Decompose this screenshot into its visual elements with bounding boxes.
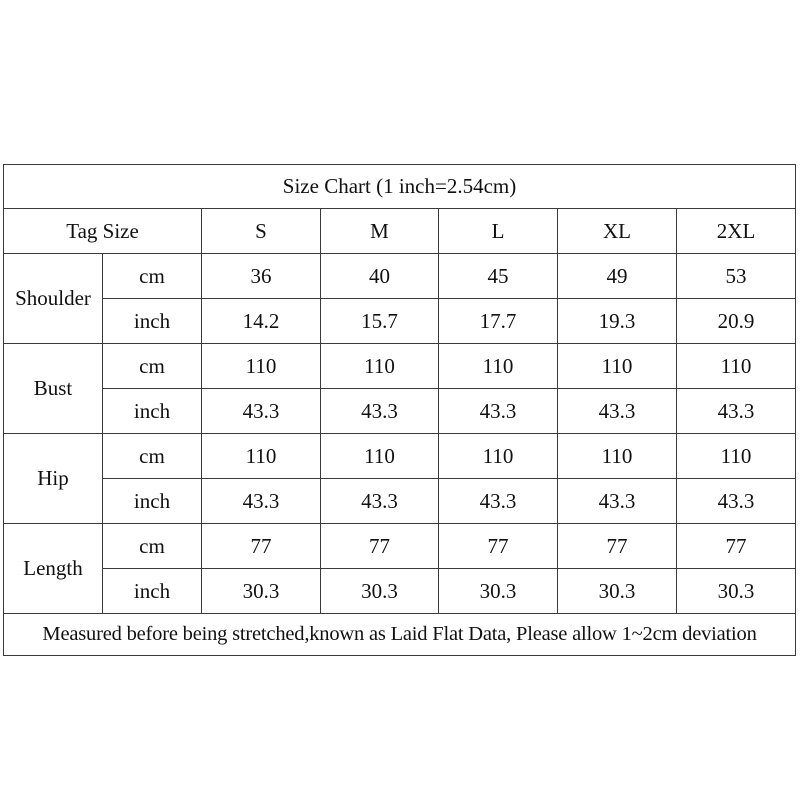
measurement-value: 110 (202, 434, 321, 479)
measurement-name: Length (4, 524, 103, 614)
unit-label-inch: inch (103, 389, 202, 434)
size-chart-table (3, 164, 796, 656)
measurement-value: 110 (439, 344, 558, 389)
measurement-value: 110 (677, 344, 796, 389)
measurement-value: 43.3 (558, 479, 677, 524)
measurement-value: 110 (677, 434, 796, 479)
measurement-value: 77 (439, 524, 558, 569)
unit-label-cm: cm (103, 524, 202, 569)
measurement-value: 20.9 (677, 299, 796, 344)
measurement-row (4, 344, 796, 389)
measurement-value: 43.3 (321, 389, 439, 434)
unit-label-inch: inch (103, 569, 202, 614)
title-row (4, 165, 796, 209)
measurement-row (4, 434, 796, 479)
measurement-row (4, 254, 796, 299)
size-chart-title: Size Chart (1 inch=2.54cm) (4, 165, 796, 209)
measurement-value: 36 (202, 254, 321, 299)
size-header-xl: XL (558, 209, 677, 254)
measurement-value: 43.3 (558, 389, 677, 434)
measurement-value: 43.3 (439, 479, 558, 524)
measurement-value: 110 (558, 434, 677, 479)
footer-note: Measured before being stretched,known as Laid Flat Data, Please allow 1~2cm deviation (4, 614, 796, 656)
measurement-value: 19.3 (558, 299, 677, 344)
measurement-row (4, 524, 796, 569)
measurement-value: 30.3 (677, 569, 796, 614)
measurement-value: 40 (321, 254, 439, 299)
measurement-value: 30.3 (439, 569, 558, 614)
size-header-l: L (439, 209, 558, 254)
footer-row (4, 614, 796, 656)
measurement-name: Hip (4, 434, 103, 524)
measurement-value: 30.3 (321, 569, 439, 614)
unit-label-inch: inch (103, 479, 202, 524)
size-header-2xl: 2XL (677, 209, 796, 254)
unit-label-inch: inch (103, 299, 202, 344)
measurement-value: 77 (202, 524, 321, 569)
measurement-value: 110 (321, 434, 439, 479)
measurement-value: 53 (677, 254, 796, 299)
unit-label-cm: cm (103, 434, 202, 479)
measurement-value: 14.2 (202, 299, 321, 344)
measurement-value: 30.3 (202, 569, 321, 614)
measurement-value: 43.3 (202, 479, 321, 524)
measurement-value: 30.3 (558, 569, 677, 614)
header-row (4, 209, 796, 254)
measurement-row (4, 299, 796, 344)
size-header-m: M (321, 209, 439, 254)
tag-size-header: Tag Size (4, 209, 202, 254)
measurement-value: 17.7 (439, 299, 558, 344)
measurement-value: 77 (558, 524, 677, 569)
measurement-value: 43.3 (677, 389, 796, 434)
measurement-value: 110 (439, 434, 558, 479)
unit-label-cm: cm (103, 254, 202, 299)
measurement-row (4, 569, 796, 614)
measurement-row (4, 389, 796, 434)
measurement-value: 43.3 (321, 479, 439, 524)
measurement-value: 43.3 (202, 389, 321, 434)
measurement-value: 15.7 (321, 299, 439, 344)
measurement-value: 43.3 (677, 479, 796, 524)
measurement-value: 77 (677, 524, 796, 569)
measurement-value: 110 (321, 344, 439, 389)
measurement-value: 49 (558, 254, 677, 299)
measurement-name: Shoulder (4, 254, 103, 344)
size-header-s: S (202, 209, 321, 254)
measurement-name: Bust (4, 344, 103, 434)
measurement-value: 110 (202, 344, 321, 389)
unit-label-cm: cm (103, 344, 202, 389)
measurement-row (4, 479, 796, 524)
measurement-value: 43.3 (439, 389, 558, 434)
measurement-value: 45 (439, 254, 558, 299)
measurement-value: 77 (321, 524, 439, 569)
measurement-value: 110 (558, 344, 677, 389)
